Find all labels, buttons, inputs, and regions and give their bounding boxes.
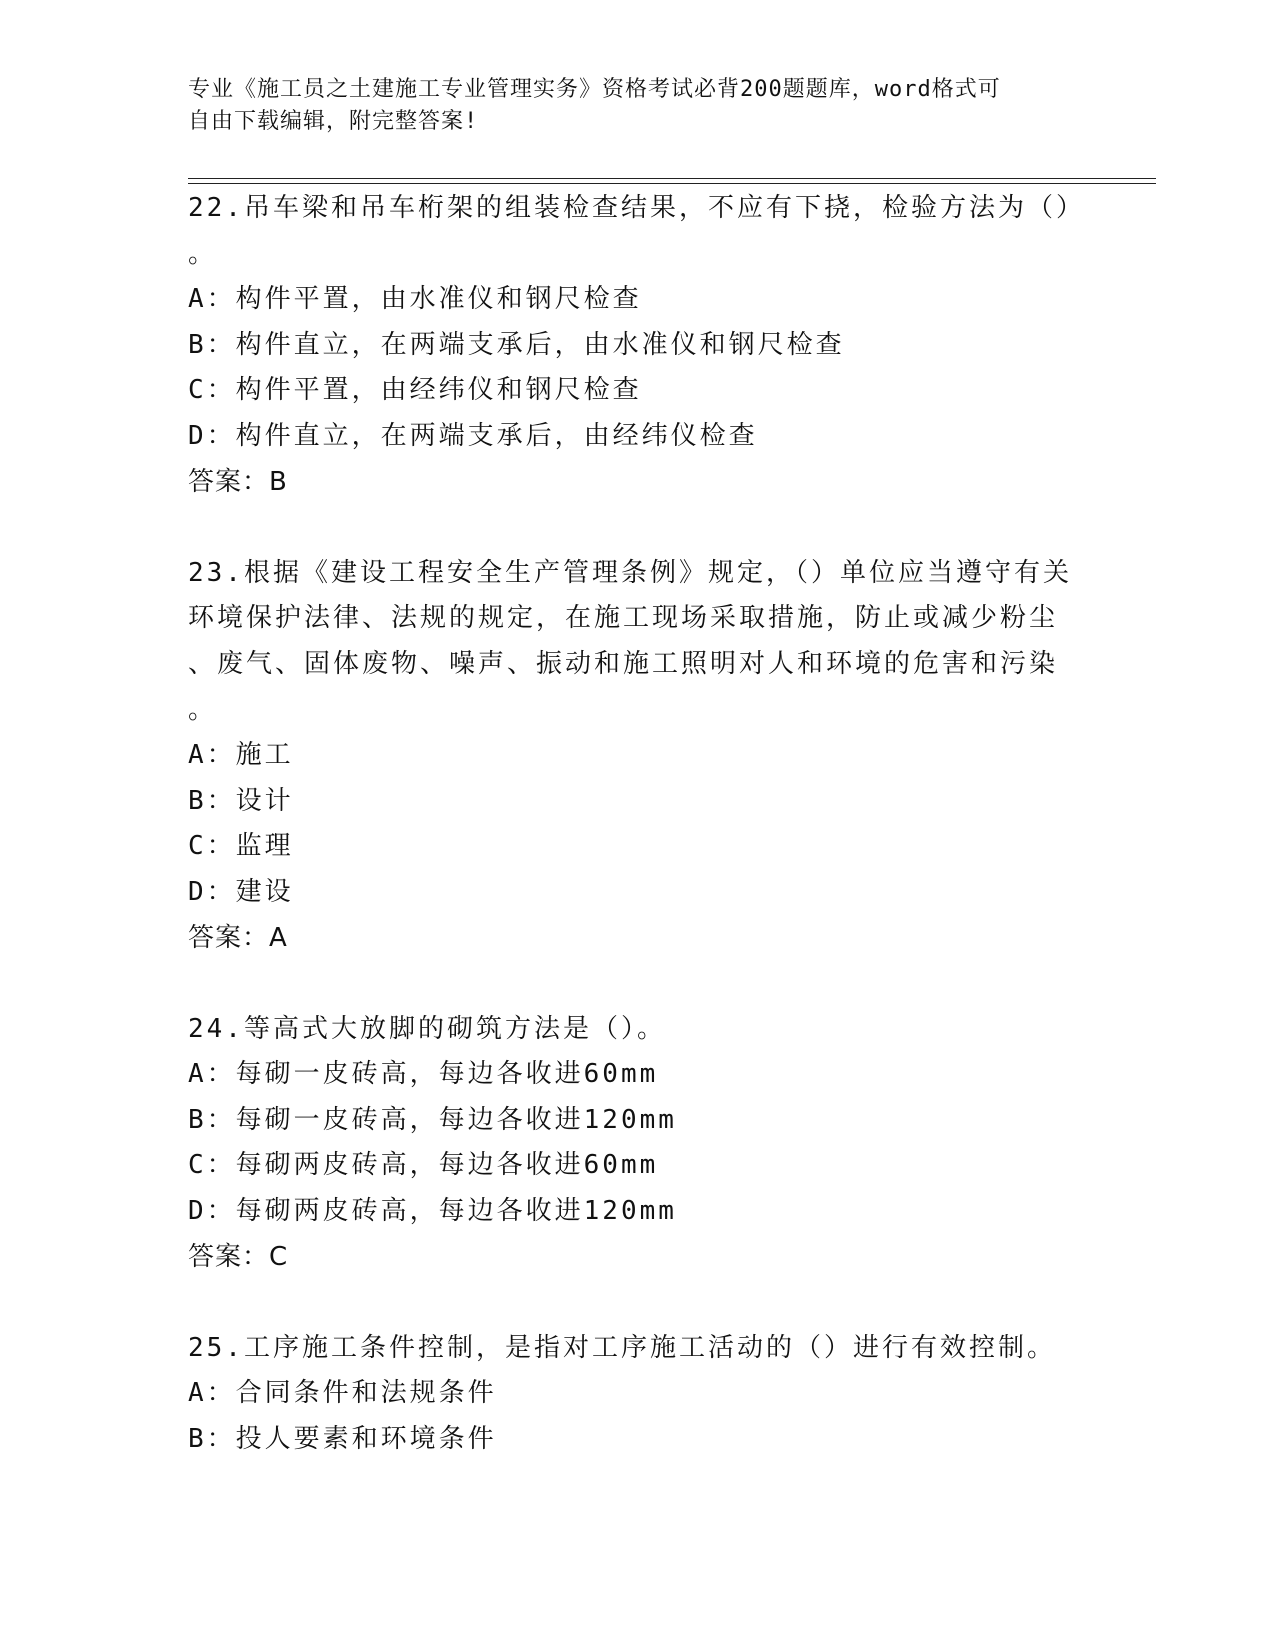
question-spacer <box>188 1280 1088 1326</box>
question-text-line: 环境保护法律、法规的规定，在施工现场采取措施，防止或减少粉尘 <box>188 603 1059 634</box>
question-option: C：构件平置，由经纬仪和钢尺检查 <box>188 375 642 406</box>
header-rule-bottom <box>188 183 1156 184</box>
question-text-line: 23.根据《建设工程安全生产管理条例》规定，（）单位应当遵守有关 <box>188 557 1072 588</box>
header-line-1: 专业《施工员之土建施工专业管理实务》资格考试必背200题题库，word格式可 <box>188 77 1001 102</box>
question-text-line: 25.工序施工条件控制，是指对工序施工活动的（）进行有效控制。 <box>188 1332 1056 1363</box>
question-option: A：每砌一皮砖高，每边各收进60mm <box>188 1059 659 1090</box>
answer-line: 答案：B <box>188 466 288 497</box>
header-line-2: 自由下载编辑，附完整答案! <box>188 109 479 134</box>
question-option: A：施工 <box>188 740 294 771</box>
question-spacer <box>188 505 1088 551</box>
question-list <box>188 186 1088 1463</box>
question-option: A：构件平置，由水准仪和钢尺检查 <box>188 284 642 315</box>
question-block <box>188 186 1088 505</box>
question-spacer <box>188 961 1088 1007</box>
question-option: C：每砌两皮砖高，每边各收进60mm <box>188 1150 659 1181</box>
question-block <box>188 1007 1088 1281</box>
question-option: D：构件直立，在两端支承后，由经纬仪检查 <box>188 420 758 451</box>
question-text-line: 。 <box>188 694 218 725</box>
question-block <box>188 1326 1088 1463</box>
question-option: B：每砌一皮砖高，每边各收进120mm <box>188 1104 677 1135</box>
question-text-line: 24.等高式大放脚的砌筑方法是（）。 <box>188 1013 666 1044</box>
question-option: D：每砌两皮砖高，每边各收进120mm <box>188 1196 677 1227</box>
question-block <box>188 551 1088 961</box>
answer-line: 答案：C <box>188 1241 289 1272</box>
question-option: D：建设 <box>188 876 294 907</box>
question-option: C：监理 <box>188 831 294 862</box>
question-option: B：设计 <box>188 785 294 816</box>
question-text-line: 、废气、固体废物、噪声、振动和施工照明对人和环境的危害和污染 <box>188 648 1059 679</box>
question-option: B：构件直立，在两端支承后，由水准仪和钢尺检查 <box>188 329 845 360</box>
question-option: A：合同条件和法规条件 <box>188 1378 497 1409</box>
question-option: B：投人要素和环境条件 <box>188 1424 497 1455</box>
document-header <box>188 74 1088 138</box>
answer-line: 答案：A <box>188 922 288 953</box>
question-text-line: 。 <box>188 238 218 269</box>
header-rule-top <box>188 178 1156 179</box>
question-text-line: 22.吊车梁和吊车桁架的组装检查结果，不应有下挠，检验方法为（） <box>188 193 1085 223</box>
